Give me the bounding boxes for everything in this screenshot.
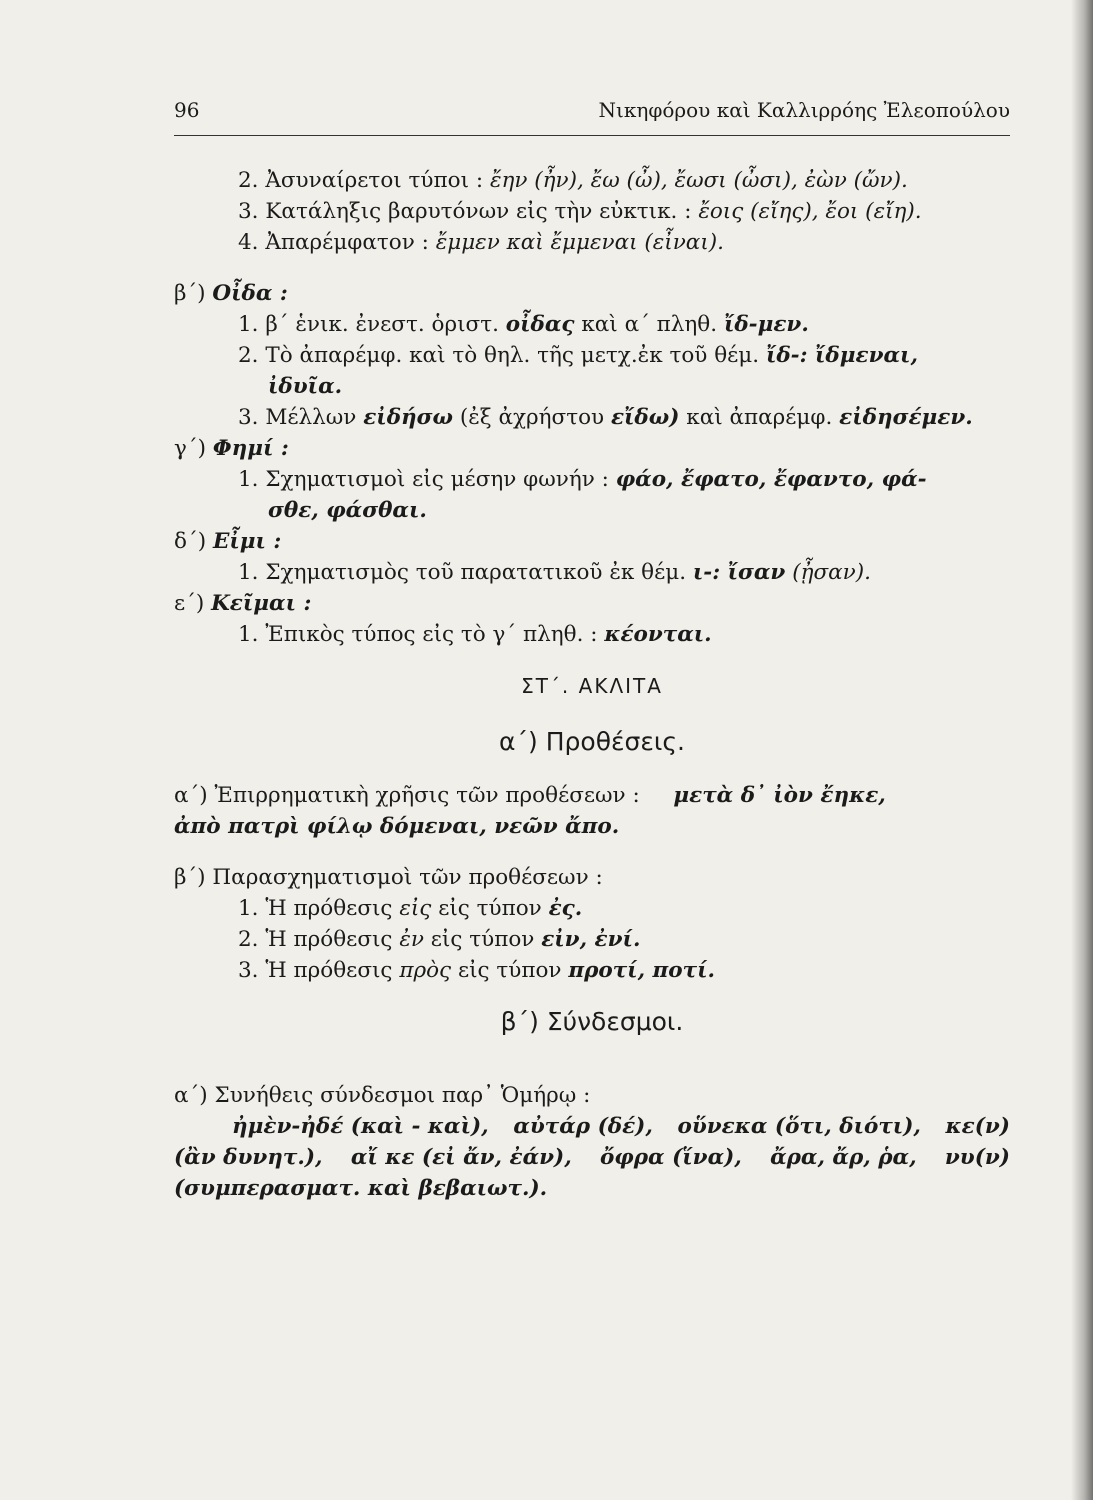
conjunctions-line-2	[174, 1143, 1010, 1174]
prepositions-b2	[174, 925, 1010, 956]
oida-heading	[174, 279, 1010, 310]
item-number: 4.	[238, 230, 259, 255]
example-text: μετὰ δ᾽ ἰὸν ἔηκε,	[673, 783, 886, 808]
item-number: 2.	[238, 927, 259, 952]
item-text: Ἡ πρόθεσις	[265, 958, 393, 983]
page-content	[174, 95, 1010, 1205]
item-text: εἰς τύπον	[457, 958, 562, 983]
item-text: Μέλλων	[265, 405, 357, 430]
phemi-line-1	[174, 465, 1010, 496]
item-form: οἶδας	[505, 312, 575, 337]
eimi-line-4	[174, 228, 1010, 259]
subsection-label: β΄)	[174, 281, 206, 306]
page-number: 96	[174, 98, 200, 122]
conjunctions-line-3	[174, 1174, 1010, 1205]
item-number: 1.	[238, 467, 259, 492]
phemi-line-1-cont	[174, 496, 1010, 527]
item-text: Σχηματισμοὶ εἰς μέσην φωνήν :	[265, 467, 609, 492]
subsection-label: δ΄)	[174, 529, 207, 554]
item-forms: ἔοις (εἴης), ἔοι (εἴη).	[698, 199, 922, 224]
keimai-heading	[174, 589, 1010, 620]
item-text: (ἐξ ἀχρήστου	[459, 405, 605, 430]
item-text: Ἀπαρέμφατον :	[265, 230, 429, 255]
item-form: εἰδήσω	[363, 405, 453, 430]
item-number: 2.	[238, 168, 259, 193]
item-text: καὶ α΄ πληθ.	[581, 312, 718, 337]
subsection-word: Φημί :	[212, 436, 289, 461]
section-title: ΣΤ΄. ΑΚΛΙΤΑ	[521, 674, 663, 698]
keimai-line-1	[174, 620, 1010, 651]
item-form: ἴδ-μεν.	[723, 312, 809, 337]
item-text: Συνήθεις σύνδεσμοι παρ᾽ Ὁμήρῳ :	[214, 1083, 591, 1108]
item-form: εἰδησέμεν.	[839, 405, 973, 430]
item-text: Παρασχηματισμοὶ τῶν προθέσεων :	[212, 865, 603, 890]
item-form: ἐς.	[548, 896, 583, 921]
item-form: σθε, φάσθαι.	[268, 498, 427, 523]
conjunction-entry: (συμπερασματ. καὶ βεβαιωτ.).	[174, 1176, 548, 1201]
subsection-word: Οἶδα :	[212, 281, 288, 306]
eimi-go-line-1	[174, 558, 1010, 589]
item-number: 2.	[238, 343, 259, 368]
subsection-label: ε΄)	[174, 591, 205, 616]
subsection-word: Εἶμι :	[212, 529, 282, 554]
subsection-label: γ΄)	[174, 436, 206, 461]
item-text: Τὸ ἀπαρέμφ. καὶ τὸ θηλ. τῆς μετχ.ἐκ τοῦ θέμ.	[265, 343, 760, 368]
item-form: ἰδυῖα.	[268, 374, 343, 399]
item-form: ἴδ-: ἴδμεναι,	[765, 343, 918, 368]
conjunction-entry: ὄφρα (ἵνα),	[599, 1145, 742, 1170]
eimi-heading	[174, 527, 1010, 558]
eimi-line-3	[174, 197, 1010, 228]
item-text: Ἀσυναίρετοι τύποι :	[265, 168, 484, 193]
item-form: (ᾖσαν).	[792, 560, 871, 585]
conjunction-entry: αὐτάρ (δέ),	[513, 1114, 653, 1139]
item-text: Κατάληξις βαρυτόνων εἰς τὴν εὐκτικ. :	[265, 199, 692, 224]
item-form: εἰν, ἐνί.	[541, 927, 641, 952]
item-number: 3.	[238, 958, 259, 983]
item-form: προτί, ποτί.	[568, 958, 715, 983]
oida-line-2-cont	[174, 372, 1010, 403]
item-text: καὶ ἀπαρέμφ.	[686, 405, 833, 430]
item-number: 3.	[238, 199, 259, 224]
item-form: ι-: ἴσαν	[692, 560, 786, 585]
item-text: β΄ ἑνικ. ἐνεστ. ὁριστ.	[265, 312, 499, 337]
conjunctions-line-1	[174, 1112, 1010, 1143]
item-form: ἐν	[399, 927, 424, 952]
item-forms: ἔμμεν καὶ ἔμμεναι (εἶναι).	[435, 230, 724, 255]
conjunction-entry: ἄρα, ἄρ, ῥα,	[770, 1145, 917, 1170]
conjunction-entry: κε(ν)	[945, 1114, 1010, 1139]
item-number: 1.	[238, 560, 259, 585]
item-form: εἰς	[399, 896, 432, 921]
prepositions-b1	[174, 894, 1010, 925]
page-header	[174, 95, 1010, 136]
spacer	[174, 843, 1010, 863]
item-number: 1.	[238, 896, 259, 921]
oida-line-2	[174, 341, 1010, 372]
conjunction-entry: (ἂν δυνητ.),	[174, 1145, 323, 1170]
prepositions-a	[174, 781, 1010, 812]
subsection-label: α΄)	[174, 783, 208, 808]
example-text: ἀπὸ πατρὶ φίλῳ δόμεναι, νεῶν ἄπο.	[174, 814, 620, 839]
item-number: 1.	[238, 312, 259, 337]
phemi-heading	[174, 434, 1010, 465]
prepositions-b3	[174, 956, 1010, 987]
item-text: Ἐπικὸς τύπος εἰς τὸ γ΄ πληθ. :	[265, 622, 598, 647]
item-number: 3.	[238, 405, 259, 430]
item-text: Ἡ πρόθεσις	[265, 927, 393, 952]
item-form: εἴδω)	[610, 405, 680, 430]
conjunction-entry: οὕνεκα (ὅτι, διότι),	[677, 1114, 921, 1139]
eimi-line-2	[174, 166, 1010, 197]
prepositions-a-cont	[174, 812, 1010, 843]
item-text: Σχηματισμὸς τοῦ παρατατικοῦ ἐκ θέμ.	[265, 560, 687, 585]
item-text: εἰς τύπον	[438, 896, 542, 921]
oida-line-3	[174, 403, 1010, 434]
spacer	[174, 1061, 1010, 1081]
item-text: Ἡ πρόθεσις	[265, 896, 393, 921]
spacer	[174, 987, 1010, 1007]
conjunctions-title: β΄) Σύνδεσμοι.	[500, 1007, 684, 1036]
conjunction-entry: νυ(ν)	[944, 1145, 1010, 1170]
item-form: φάο, ἔφατο, ἔφαντο, φά-	[615, 467, 927, 492]
subsection-label: α΄)	[174, 1083, 208, 1108]
page-edge-shadow	[1071, 0, 1093, 1500]
spacer	[174, 259, 1010, 279]
conjunction-entry: ἠμὲν-ἠδέ (καὶ - καὶ),	[232, 1114, 489, 1139]
item-text: εἰς τύπον	[430, 927, 535, 952]
conjunction-entry: αἴ κε (εἰ ἄν, ἐάν),	[350, 1145, 572, 1170]
item-form: πρὸς	[399, 958, 452, 983]
item-form: κέονται.	[604, 622, 712, 647]
item-text: Ἐπιρρηματικὴ χρῆσις τῶν προθέσεων :	[214, 783, 640, 808]
prepositions-b	[174, 863, 1010, 894]
running-title: Νικηφόρου καὶ Καλλιρρόης Ἐλεοπούλου	[598, 98, 1010, 122]
item-forms: ἔην (ἦν), ἔω (ὦ), ἔωσι (ὦσι), ἐὼν (ὤν).	[489, 168, 908, 193]
subsection-word: Κεῖμαι :	[211, 591, 312, 616]
prepositions-title: α΄) Προθέσεις.	[499, 727, 685, 756]
conjunctions-a	[174, 1081, 1010, 1112]
item-number: 1.	[238, 622, 259, 647]
subsection-label: β΄)	[174, 865, 206, 890]
oida-line-1	[174, 310, 1010, 341]
